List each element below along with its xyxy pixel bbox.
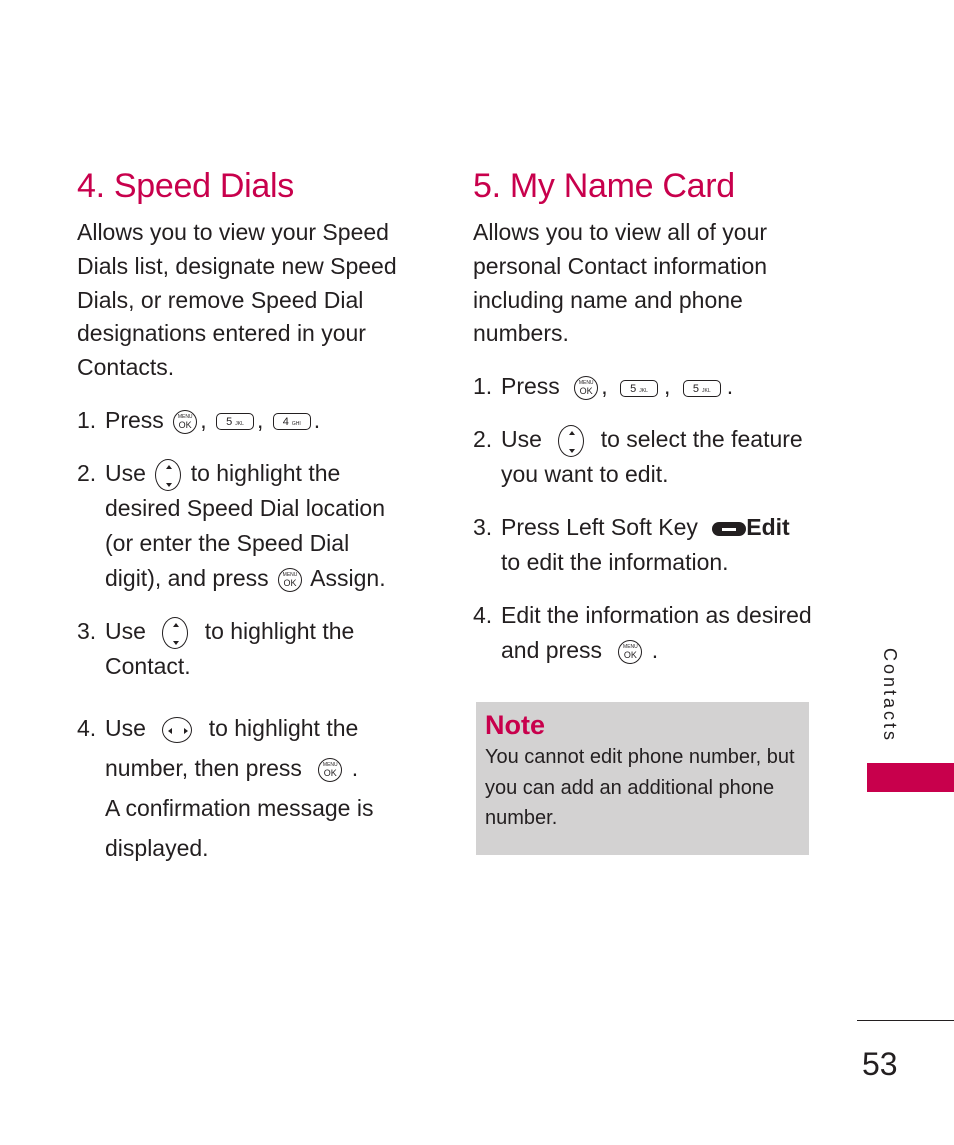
section-tab-label: Contacts xyxy=(880,648,900,744)
menu-ok-key-icon: MENU OK xyxy=(173,410,197,434)
up-down-nav-key-icon xyxy=(162,617,188,649)
speed-dials-intro: Allows you to view your Speed Dials list, designate new Speed Dials, or remove Speed Dial designations entered in your Contacts. xyxy=(77,219,397,381)
step-number: 3. xyxy=(77,617,97,644)
section-tab-marker xyxy=(867,763,954,792)
five-key-icon: 5 JKL xyxy=(216,413,254,430)
my-name-card-step-3 xyxy=(473,510,813,580)
step-text: Press xyxy=(105,406,164,433)
speed-dials-step-4: 4. Use to highlight the number, then press MENU OK . A confirmation message is displayed. xyxy=(77,708,407,868)
step-text: Press xyxy=(501,373,560,400)
page-number-rule xyxy=(857,1020,954,1021)
five-key-icon: 5 JKL xyxy=(620,380,658,397)
note-heading: Note xyxy=(485,710,545,740)
my-name-card-step-4: 4. Edit the information as desired and press MENU OK . xyxy=(473,598,813,668)
step-number: 1. xyxy=(473,373,493,400)
note-text: You cannot edit phone number, but you can add an additional phone number. xyxy=(485,746,795,829)
my-name-card-step-2 xyxy=(473,422,813,492)
menu-ok-key-icon: MENU OK xyxy=(618,640,642,664)
step-text-continued: to highlight the desired Speed Dial location (or enter the Speed Dial digit), and press xyxy=(105,459,386,591)
step-text: Use xyxy=(105,459,146,486)
my-name-card-title: 5. My Name Card xyxy=(473,167,735,205)
step-text: Use xyxy=(105,617,146,644)
step-text: Use xyxy=(105,714,146,741)
speed-dials-step-2 xyxy=(77,456,407,596)
confirmation-text: A confirmation message is displayed. xyxy=(105,794,374,861)
step-number: 2. xyxy=(77,459,97,486)
step-text: Use xyxy=(501,426,542,453)
menu-ok-key-icon: MENU OK xyxy=(318,758,342,782)
speed-dials-section xyxy=(77,164,407,868)
menu-ok-key-icon: MENU OK xyxy=(278,568,302,592)
up-down-nav-key-icon xyxy=(155,459,181,491)
menu-ok-key-icon: MENU OK xyxy=(574,376,598,400)
speed-dials-step-1: 1. Press MENU OK , 5 JKL , 4 GHI . xyxy=(77,403,407,438)
step-text-continued: to highlight the number, then press xyxy=(105,714,359,781)
step-text: Press Left Soft Key xyxy=(501,514,698,541)
speed-dials-step-3 xyxy=(77,614,407,684)
step-number: 2. xyxy=(473,426,493,453)
step-number: 4. xyxy=(77,714,97,741)
page-number: 53 xyxy=(862,1046,898,1082)
five-key-icon: 5 JKL xyxy=(683,380,721,397)
step-text-continued: to select the feature you want to edit. xyxy=(501,426,803,488)
step-text-end: Assign. xyxy=(310,564,386,591)
my-name-card-intro: Allows you to view all of your personal Contact information including name and phone numbers. xyxy=(473,219,768,347)
four-key-icon: 4 GHI xyxy=(273,413,311,430)
up-down-nav-key-icon xyxy=(558,425,584,457)
my-name-card-section xyxy=(473,164,813,668)
left-soft-key-icon xyxy=(712,522,746,536)
step-number: 1. xyxy=(77,406,97,433)
step-text: Edit the information as desired and press xyxy=(501,602,812,664)
step-text-continued: to edit the information. xyxy=(501,549,729,576)
step-text-continued: to highlight the Contact. xyxy=(105,617,355,679)
my-name-card-step-1: 1. Press MENU OK , 5 JKL , 5 JKL . xyxy=(473,369,813,404)
speed-dials-title: 4. Speed Dials xyxy=(77,167,294,205)
note-box xyxy=(476,702,809,855)
step-number: 3. xyxy=(473,514,493,541)
edit-soft-key-label: Edit xyxy=(746,514,790,541)
left-right-nav-key-icon xyxy=(162,717,192,743)
step-number: 4. xyxy=(473,602,493,629)
